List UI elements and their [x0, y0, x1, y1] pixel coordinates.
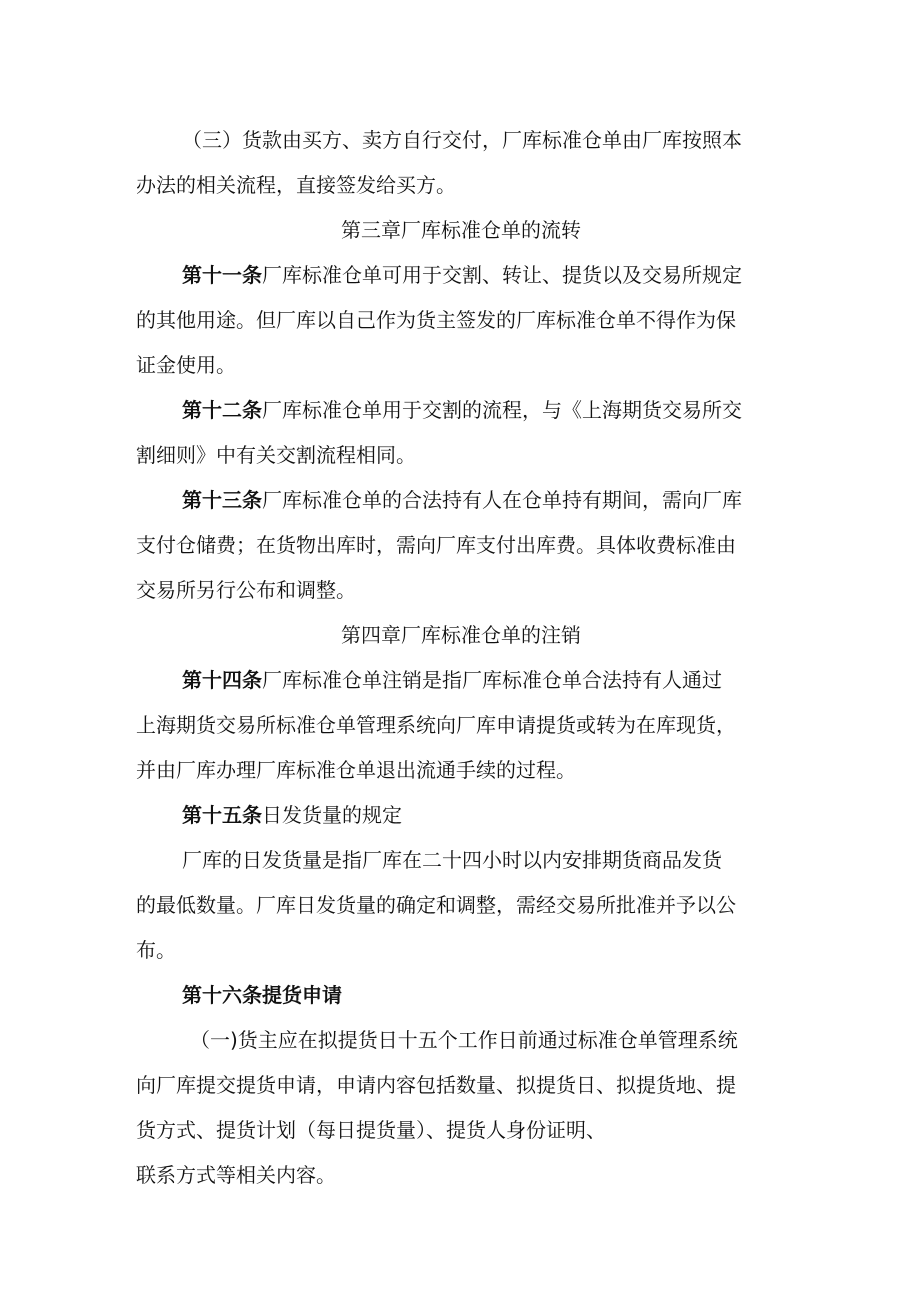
article-14-line-1 [136, 658, 786, 703]
article-13-line-3: 交易所另行公布和调整。 [136, 578, 356, 602]
article-15-line-1: 厂库的日发货量是指厂库在二十四小时以内安排期货商品发货 [182, 848, 722, 872]
article-12-text: 厂库标准仓单用于交割的流程，与《上海期货交易所交 [262, 398, 742, 422]
article-14-line-2: 上海期货交易所标准仓单管理系统向厂库申请提货或转为在库现货， [136, 713, 736, 737]
article-15-title: 日发货量的规定 [262, 803, 402, 827]
article-14-line-3: 并由厂库办理厂库标准仓单退出流通手续的过程。 [136, 758, 576, 782]
article-13-text: 厂库标准仓单的合法持有人在仓单持有期间，需向厂库 [262, 488, 742, 512]
article-15-label: 第十五条 [182, 803, 262, 827]
article-13-line-1 [136, 478, 786, 523]
document-page [136, 118, 786, 1198]
article-15-heading [136, 793, 786, 838]
article-16-line-2: 向厂库提交提货申请，申请内容包括数量、拟提货日、拟提货地、提 [136, 1073, 736, 1097]
article-16-heading: 第十六条提货申请 [182, 983, 342, 1007]
article-16-line-1: （一)货主应在拟提货日十五个工作日前通过标准仓单管理系统 [190, 1028, 738, 1052]
article-11-label: 第十一条 [182, 263, 262, 287]
chapter-3-title: 第三章厂库标准仓单的流转 [341, 218, 581, 242]
para-payment-line-2: 办法的相关流程，直接签发给买方。 [136, 173, 456, 197]
article-14-text: 厂库标准仓单注销是指厂库标准仓单合法持有人通过 [262, 668, 722, 692]
chapter-4-title: 第四章厂库标准仓单的注销 [341, 623, 581, 647]
article-11-line-3: 证金使用。 [136, 353, 236, 377]
article-11-line-1 [136, 253, 786, 298]
article-12-line-1 [136, 388, 786, 433]
article-11-line-2: 的其他用途。但厂库以自己作为货主签发的厂库标准仓单不得作为保 [136, 308, 736, 332]
article-15-line-2: 的最低数量。厂库日发货量的确定和调整，需经交易所批准并予以公 [136, 893, 736, 917]
article-13-line-2: 支付仓储费；在货物出库时，需向厂库支付出库费。具体收费标准由 [136, 533, 736, 557]
article-13-label: 第十三条 [182, 488, 262, 512]
article-14-label: 第十四条 [182, 668, 262, 692]
article-15-line-3: 布。 [136, 938, 176, 962]
para-payment-line-1: （三）货款由买方、卖方自行交付，厂库标准仓单由厂库按照本 [182, 128, 742, 152]
article-11-text: 厂库标准仓单可用于交割、转让、提货以及交易所规定 [262, 263, 742, 287]
article-16-line-4: 联系方式等相关内容。 [136, 1163, 336, 1187]
article-16-line-3: 货方式、提货计划（每日提货量）、提货人身份证明、 [136, 1118, 606, 1142]
article-12-line-2: 割细则》中有关交割流程相同。 [136, 443, 416, 467]
article-12-label: 第十二条 [182, 398, 262, 422]
